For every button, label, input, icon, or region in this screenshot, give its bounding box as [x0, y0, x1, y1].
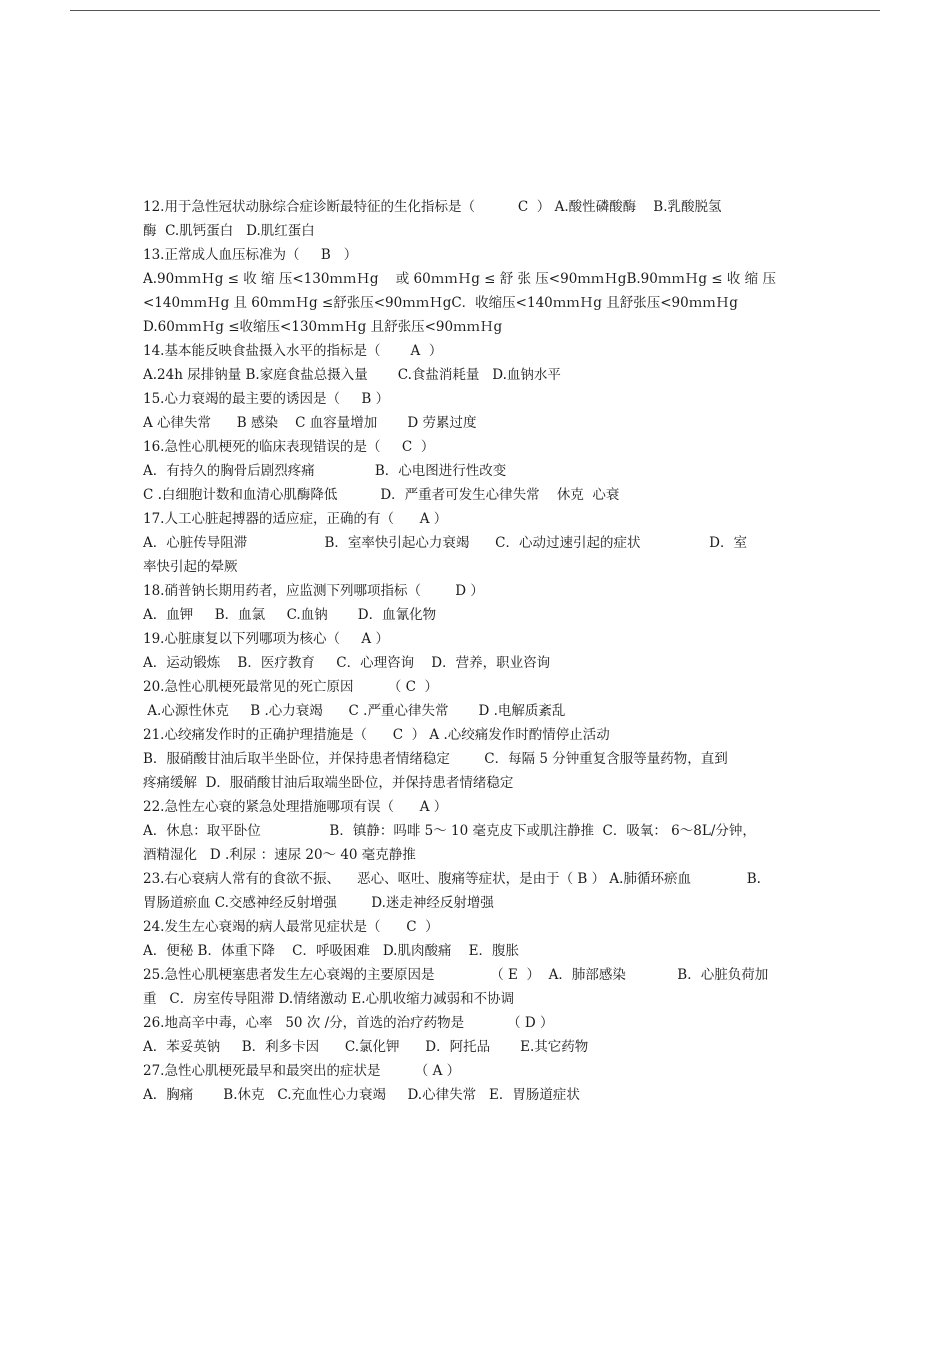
text-line: A 心律失常 B 感染 C 血容量增加 D 劳累过度 — [143, 415, 477, 431]
text-line: 22.急性左心衰的紧急处理措施哪项有误（ A ） — [143, 799, 448, 815]
text-line: 21.心绞痛发作时的正确护理措施是（ C ） A .心绞痛发作时酌情停止活动 — [143, 727, 610, 743]
text-line: 12.用于急性冠状动脉综合症诊断最特征的生化指标是（ C ） A.酸性磷酸酶 B.乳酸脱氢 — [143, 199, 722, 215]
text-line: 17.人工心脏起搏器的适应症，正确的有（ A ） — [143, 511, 448, 527]
text-line: 重 C．房室传导阻滞 D.情绪激动 E.心肌收缩力减弱和不协调 — [143, 991, 515, 1007]
text-line: A．胸痛 B.休克 C.充血性心力衰竭 D.心律失常 E．胃肠道症状 — [143, 1087, 580, 1103]
text-line: A．心脏传导阻滞 B．室率快引起心力衰竭 C．心动过速引起的症状 D．室 — [143, 535, 747, 551]
text-line: 15.心力衰竭的最主要的诱因是（ B ） — [143, 391, 390, 407]
text-line: 23.右心衰病人常有的食欲不振、 恶心、呕吐、腹痛等症状，是由于（ B ） A.肺循环瘀血 B. — [143, 871, 761, 887]
text-line: 酶 C.肌钙蛋白 D.肌红蛋白 — [143, 223, 315, 239]
text-line: 酒精湿化 D .利尿 ：速尿 20～ 40 毫克静推 — [143, 847, 416, 863]
text-line: 27.急性心肌梗死最早和最突出的症状是 （ A ） — [143, 1063, 461, 1079]
text-line: 疼痛缓解 D．服硝酸甘油后取端坐卧位，并保持患者情绪稳定 — [143, 775, 514, 791]
header-rule — [70, 10, 880, 11]
text-line: A．休息：取平卧位 B．镇静：吗啡 5～ 10 毫克皮下或肌注静推 C．吸氧： 6～8L/分钟， — [143, 823, 756, 839]
text-line: D.60ｍｍＨg ≤收缩压<130ｍｍＨg 且舒张压<90ｍｍＨg — [143, 319, 503, 335]
text-line: 20.急性心肌梗死最常见的死亡原因 （ C ） — [143, 679, 439, 695]
text-line: 18.硝普钠长期用药者，应监测下列哪项指标（ D ） — [143, 583, 484, 599]
text-line: A．运动锻炼 B．医疗教育 C．心理咨询 D．营养，职业咨询 — [143, 655, 551, 671]
text-line: 率快引起的晕厥 — [143, 559, 238, 575]
text-line: A．便秘 B．体重下降 C．呼吸困难 D.肌肉酸痛 E．腹胀 — [143, 943, 519, 959]
text-line: A.24h 尿排钠量 B.家庭食盐总摄入量 C.食盐消耗量 D.血钠水平 — [143, 367, 561, 383]
text-line: A．有持久的胸骨后剧烈疼痛 B．心电图进行性改变 — [143, 463, 507, 479]
text-line: 19.心脏康复以下列哪项为核心（ A ） — [143, 631, 389, 647]
question-list — [143, 195, 813, 1107]
text-line: C .白细胞计数和血清心肌酶降低 D．严重者可发生心律失常 休克 心衰 — [143, 487, 620, 503]
text-line: 26.地高辛中毒，心率 50 次 /分，首选的治疗药物是 （ D ） — [143, 1015, 554, 1031]
text-line: B．服硝酸甘油后取半坐卧位，并保持患者情绪稳定 C．每隔 5 分钟重复含服等量药物，直到 — [143, 751, 728, 767]
text-line: 25.急性心肌梗塞患者发生左心衰竭的主要原因是 （ E ） A．肺部感染 B．心脏负荷加 — [143, 967, 769, 983]
text-line: A．苯妥英钠 B．利多卡因 C.氯化钾 D．阿托品 E.其它药物 — [143, 1039, 589, 1055]
text-line: <140ｍｍＨg 且 60ｍｍＨg ≤舒张压<90ｍｍＨgC．收缩压<140ｍｍＨg 且舒张压<90ｍｍＨg — [143, 295, 738, 311]
text-line: 胃肠道瘀血 C.交感神经反射增强 D.迷走神经反射增强 — [143, 895, 494, 911]
text-line: A.90ｍｍＨg ≤ 收 缩 压<130ｍｍＨg 或 60ｍｍＨg ≤ 舒 张 压<90ｍｍＨgB.90ｍｍＨg ≤ 收 缩 压 — [143, 271, 776, 287]
text-line: 13.正常成人血压标准为（ B ） — [143, 247, 358, 263]
text-line: 16.急性心肌梗死的临床表现错误的是（ C ） — [143, 439, 435, 455]
text-line: A．血钾 B．血氯 C.血钠 D．血氰化物 — [143, 607, 437, 623]
text-line: A.心源性休克 B .心力衰竭 C .严重心律失常 D .电解质紊乱 — [143, 703, 566, 719]
text-line: 14.基本能反映食盐摄入水平的指标是（ A ） — [143, 343, 443, 359]
text-line: 24.发生左心衰竭的病人最常见症状是（ C ） — [143, 919, 439, 935]
